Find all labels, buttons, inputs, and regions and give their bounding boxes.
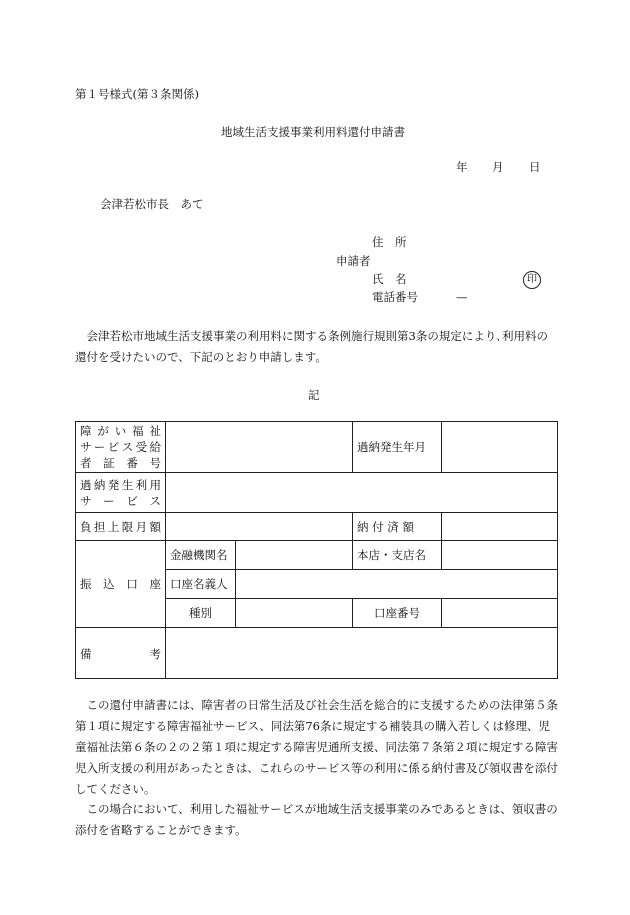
- overpaid-service-label: 過納発生利用 サ ー ビ ス: [76, 473, 166, 513]
- bank-name-field[interactable]: [236, 541, 353, 570]
- account-holder-field[interactable]: [236, 570, 558, 599]
- document-title: 地域生活支援事業利用料還付申請書: [221, 125, 405, 139]
- date-year: 年: [456, 160, 468, 174]
- cap-amount-label: 負担上限月額: [76, 513, 166, 541]
- remarks-field[interactable]: [166, 628, 558, 679]
- bank-name-label: 金融機関名: [166, 541, 236, 570]
- phone-label: 電話番号: [372, 290, 418, 304]
- name-label: 氏 名: [372, 272, 407, 286]
- overpay-month-label: 過納発生年月: [353, 422, 442, 473]
- note-paragraph-1: この還付申請書には、障害者の日常生活及び社会生活を総合的に支援するための法律第５条第１項に規定する障害福祉サービス、同法第76条に規定する補装具の購入若しくは修理、児童福祉法第６条の２の２第１項に規定する障害児通所支援、同法第７条第２項に規定する障害児入所支援の利用があったときは、これらのサービス等の利用に係る納付書及び領収書を添付してください。: [75, 698, 558, 796]
- cap-amount-field[interactable]: [166, 513, 353, 541]
- date-month: 月: [492, 160, 504, 174]
- branch-name-label: 本店・支店名: [353, 541, 442, 570]
- ki-mark: 記: [308, 388, 320, 402]
- overpaid-service-field[interactable]: [166, 473, 558, 513]
- applicant-heading: 申請者: [336, 254, 371, 268]
- account-number-label: 口座番号: [353, 599, 442, 628]
- form-number: 第１号様式(第３条関係): [75, 87, 199, 101]
- address-label: 住 所: [372, 235, 407, 249]
- account-holder-label: 口座名義人: [166, 570, 236, 599]
- paid-amount-label: 納 付 済 額: [353, 513, 442, 541]
- beneficiary-number-label: 障がい福祉 サービス受給 者 証 番 号: [76, 422, 166, 473]
- seal-mark: 印: [523, 271, 541, 289]
- application-table: [75, 421, 558, 679]
- table-row: [76, 473, 558, 513]
- intro-paragraph: 会津若松市地域生活支援事業の利用料に関する条例施行規則第3条の規定により､利用料の還付を受けたいので、下記のとおり申請します。: [75, 329, 549, 364]
- account-type-field[interactable]: [236, 599, 353, 628]
- account-type-label: 種別: [166, 599, 236, 628]
- beneficiary-number-field[interactable]: [166, 422, 353, 473]
- table-row: [76, 541, 558, 570]
- note-paragraph-2: この場合において、利用した福祉サービスが地域生活支援事業のみであるときは、領収書の添付を省略することができます。: [75, 802, 558, 837]
- remarks-label: 備 考: [76, 628, 166, 679]
- transfer-account-label: 振 込 口 座: [76, 541, 166, 628]
- date-day: 日: [529, 160, 541, 174]
- phone-dash: —: [456, 290, 468, 304]
- overpay-month-field[interactable]: [442, 422, 558, 473]
- table-row: [76, 422, 558, 473]
- table-row: [76, 513, 558, 541]
- paid-amount-field[interactable]: [442, 513, 558, 541]
- table-row: [76, 628, 558, 679]
- account-number-field[interactable]: [442, 599, 558, 628]
- branch-name-field[interactable]: [442, 541, 558, 570]
- addressee: 会津若松市長 あて: [100, 197, 204, 211]
